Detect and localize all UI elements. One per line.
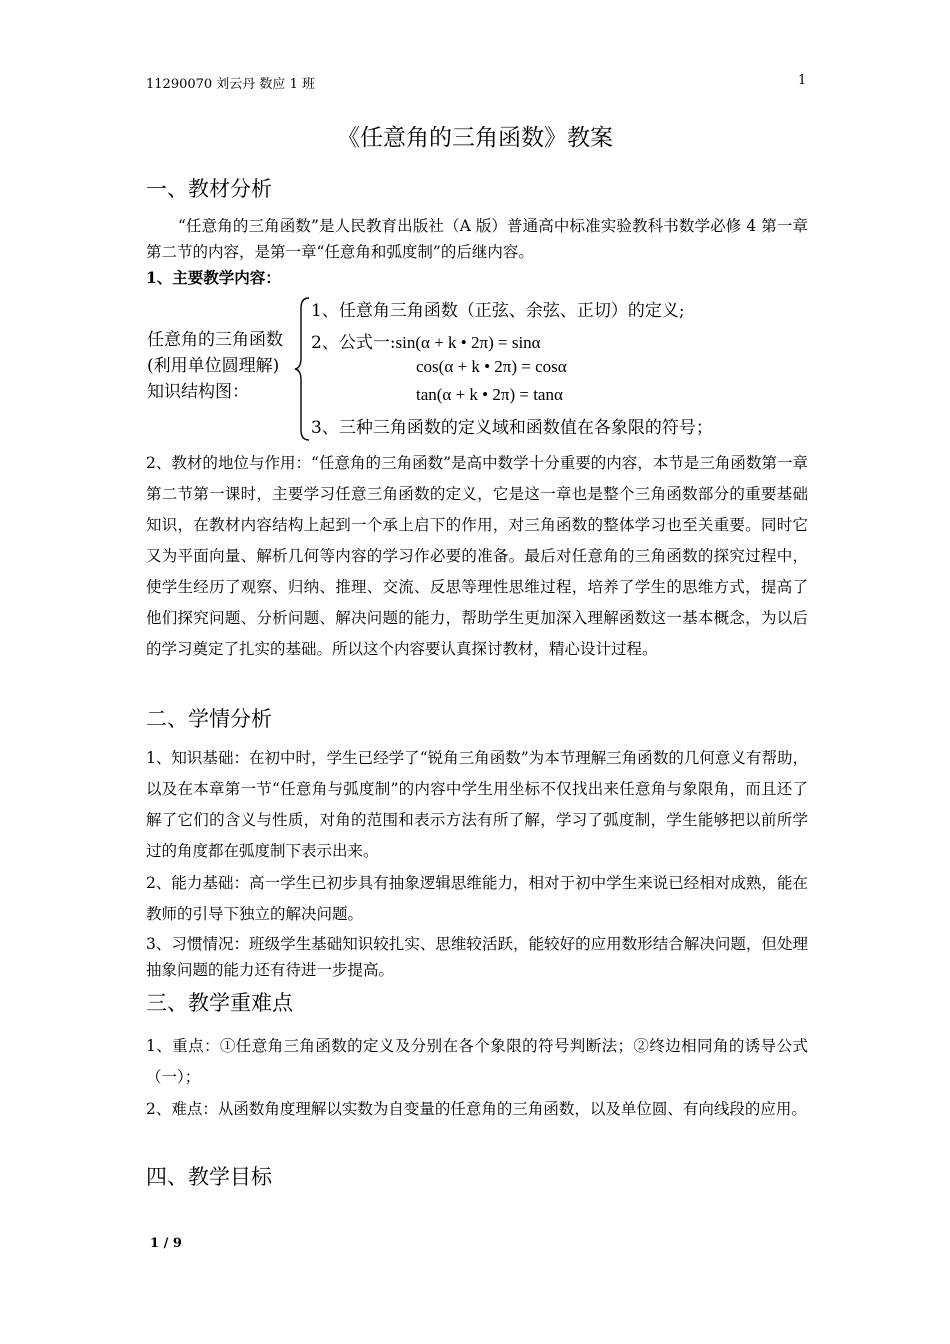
structure-item1: 1、任意角三角函数（正弦、余弦、正切）的定义; xyxy=(311,301,685,321)
section3-key: 1、重点：①任意角三角函数的定义及分别在各个象限的符号判断法；②终边相同角的诱导公式（一）； xyxy=(146,1037,808,1086)
section4-heading: 四、教学目标 xyxy=(146,1165,272,1189)
structure-label-line1: 任意角的三角函数 xyxy=(147,330,283,350)
footer-page-number: 1 / 9 xyxy=(150,1236,182,1251)
header-page-number: 1 xyxy=(798,73,807,88)
structure-label xyxy=(147,327,283,405)
section2-habit: 3、习惯情况：班级学生基础知识较扎实、思维较活跃，能较好的应用数形结合解决问题，但处理抽象问题的能力还有待进一步提高。 xyxy=(146,935,808,979)
document-title: 《任意角的三角函数》教案 xyxy=(337,125,613,151)
section2-ability: 2、能力基础：高一学生已初步具有抽象逻辑思维能力，相对于初中学生来说已经相对成熟，能在教师的引导下独立的解决问题。 xyxy=(146,874,808,923)
section1-intro: “任意角的三角函数”是人民教育出版社（A 版）普通高中标准实验教科书数学必修 4 第一章第二节的内容，是第一章“任意角和弧度制”的后继内容。 xyxy=(146,217,808,261)
left-brace xyxy=(293,296,313,442)
structure-item3: 3、三种三角函数的定义域和函数值在各象限的符号； xyxy=(311,418,713,438)
structure-item2 xyxy=(311,328,541,353)
formula-tan: tan(α + k • 2π) = tanα xyxy=(416,385,563,404)
structure-label-line3: 知识结构图： xyxy=(147,382,249,402)
section2-knowledge: 1、知识基础：在初中时，学生已经学了“锐角三角函数”为本节理解三角函数的几何意义有帮助，以及在本章第一节“任意角与弧度制”的内容中学生用坐标不仅找出来任意角与象限角，而且还了解了它们的含义与性质，对角的范围和表示方法有所了解，学习了弧度制，学生能够把以前所学过的角度都在弧度制下表示出来。 xyxy=(146,749,808,860)
section3-difficult: 2、难点：从函数角度理解以实数为自变量的任意角的三角函数，以及单位圆、有向线段的应用。 xyxy=(146,1100,807,1118)
structure-label-line2: (利用单位圆理解) xyxy=(147,356,280,376)
section1-heading: 一、教材分析 xyxy=(146,177,272,201)
section3-heading: 三、教学重难点 xyxy=(146,991,293,1015)
formula-sin: sin(α + k • 2π) = sinα xyxy=(395,333,541,352)
header-left: 11290070 刘云丹 数应 1 班 xyxy=(146,77,315,92)
formula-cos: cos(α + k • 2π) = cosα xyxy=(416,357,567,376)
section2-heading: 二、学情分析 xyxy=(146,707,272,731)
main-content-label: 1、主要教学内容： xyxy=(146,268,281,287)
formula-prefix: 2、公式一: xyxy=(311,333,396,353)
section1-role: 2、教材的地位与作用：“任意角的三角函数”是高中数学十分重要的内容，本节是三角函数第一章第二节第一课时，主要学习任意三角函数的定义，它是这一章也是整个三角函数部分的重要基础知识，在教材内容结构上起到一个承上启下的作用，对三角函数的整体学习也至关重要。同时它又为平面向量、解析几何等内容的学习作必要的准备。最后对任意角的三角函数的探究过程中，使学生经历了观察、归纳、推理、交流、反思等理性思维过程，培养了学生的思维方式，提高了他们探究问题、分析问题、解决问题的能力，帮助学生更加深入理解函数这一基本概念，为以后的学习奠定了扎实的基础。所以这个内容要认真探讨教材，精心设计过程。 xyxy=(146,454,808,658)
